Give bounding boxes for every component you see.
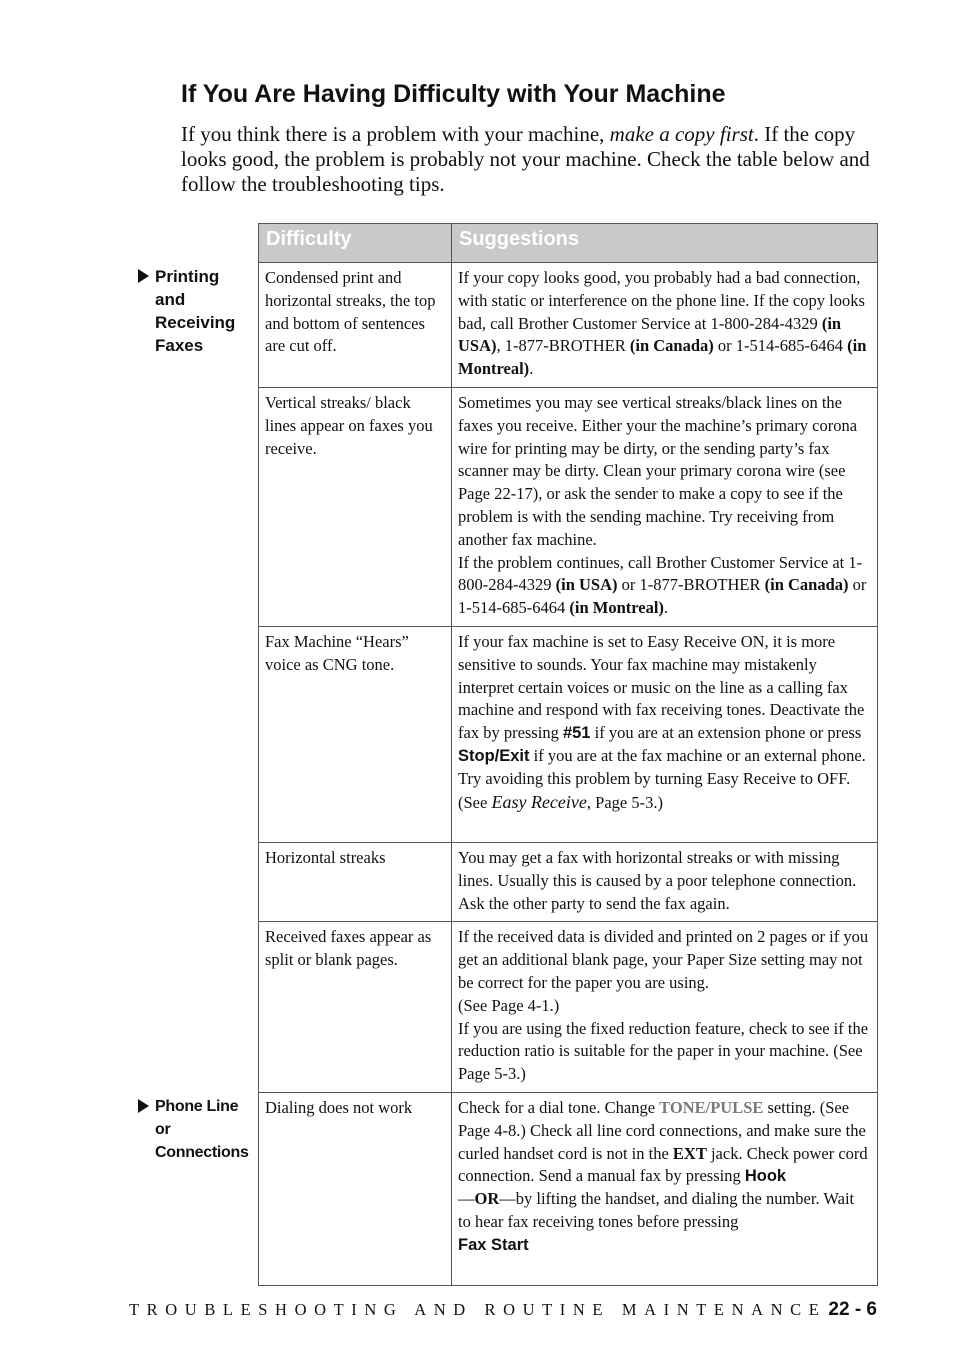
intro-emphasis: make a copy first bbox=[609, 122, 754, 146]
suggestion-cell: If the received data is divided and printed on 2 pages or if you get an additional blank page, your Paper Size setting may not be correct for the paper you are using. (See Page 4-1.) If you are using the fixed reduction feature, check to see if the reduction ratio is suitable for the paper in your machine. (See Page 5-3.) bbox=[452, 922, 878, 1093]
header-difficulty: Difficulty bbox=[259, 224, 452, 263]
suggestion-cell: Check for a dial tone. Change TONE/PULSE setting. (See Page 4-8.) Check all line cord connections, and make sure the curled handset cord is not in the EXT jack. Check power cord connection. Send a manual fax by pressing Hook —OR—by lifting the handset, and dialing the number. Wait to hear fax receiving tones before pressing Fax Start bbox=[452, 1092, 878, 1285]
suggestion-cell: You may get a fax with horizontal streaks or with missing lines. Usually this is caused by a poor telephone connection. Ask the other party to send the fax again. bbox=[452, 843, 878, 922]
difficulty-cell: Fax Machine “Hears” voice as CNG tone. bbox=[259, 627, 452, 843]
difficulty-cell: Horizontal streaks bbox=[259, 843, 452, 922]
table-header-row bbox=[259, 224, 878, 263]
difficulty-cell: Received faxes appear as split or blank pages. bbox=[259, 922, 452, 1093]
side-heading-phone-line: Phone Line or Connections bbox=[138, 1095, 249, 1164]
table-row bbox=[259, 843, 878, 922]
table-row bbox=[259, 922, 878, 1093]
triangle-marker-icon bbox=[138, 1099, 149, 1113]
key-fax-start: Fax Start bbox=[458, 1235, 529, 1254]
table-row bbox=[259, 1092, 878, 1285]
suggestion-cell: If your fax machine is set to Easy Receive ON, it is more sensitive to sounds. Your fax machine may mistakenly interpret certain voices or music on the line as a calling fax machine and respond with fax receiving tones. Deactivate the fax by pressing #51 if you are at an extension phone or press Stop/Exit if you are at the fax machine or an external phone. Try avoiding this problem by turning Easy Receive to OFF. (See Easy Receive, Page 5-3.) bbox=[452, 627, 878, 843]
key-hook: Hook bbox=[744, 1167, 787, 1186]
page-footer bbox=[129, 1299, 877, 1321]
intro-paragraph: If you think there is a problem with your machine, make a copy first. If the copy looks good, the problem is probably not your machine. Check the table below and follow the troubleshooting tips. bbox=[181, 122, 870, 196]
footer-section-title: TROUBLESHOOTING AND ROUTINE MAINTENANCE bbox=[129, 1300, 827, 1319]
side-heading-printing: Printing and Receiving Faxes bbox=[138, 265, 235, 357]
difficulty-cell: Condensed print and horizontal streaks, the top and bottom of sentences are cut off. bbox=[259, 263, 452, 388]
suggestion-cell: Sometimes you may see vertical streaks/black lines on the faxes you receive. Either your the machine’s primary corona wire for printing may be dirty, or the sending party’s fax scanner may be dirty. Clean your primary corona wire (see Page 22-17), or ask the sender to make a copy to see if the problem is with the sending machine. Try receiving from another fax machine. If the problem continues, call Brother Customer Service at 1-800-284-4329 (in USA) or 1-877-BROTHER (in Canada) or 1-514-685-6464 (in Montreal). bbox=[452, 388, 878, 627]
suggestion-cell: If your copy looks good, you probably had a bad connection, with static or interference on the phone line. If the copy looks bad, call Brother Customer Service at 1-800-284-4329 (in USA), 1-877-BROTHER (in Canada) or 1-514-685-6464 (in Montreal). bbox=[452, 263, 878, 388]
triangle-marker-icon bbox=[138, 269, 149, 283]
key-stop-exit: Stop/Exit bbox=[458, 746, 530, 765]
page-title: If You Are Having Difficulty with Your Machine bbox=[181, 80, 726, 108]
difficulty-cell: Vertical streaks/ black lines appear on faxes you receive. bbox=[259, 388, 452, 627]
table-row bbox=[259, 627, 878, 843]
table-row bbox=[259, 263, 878, 388]
page-number: 22 - 6 bbox=[828, 1299, 877, 1320]
tone-pulse-label: TONE/PULSE bbox=[659, 1097, 764, 1117]
key-code-51: #51 bbox=[562, 724, 591, 743]
table-row bbox=[259, 388, 878, 627]
header-suggestions: Suggestions bbox=[452, 224, 878, 263]
difficulty-cell: Dialing does not work bbox=[259, 1092, 452, 1285]
troubleshooting-table bbox=[258, 223, 878, 1286]
